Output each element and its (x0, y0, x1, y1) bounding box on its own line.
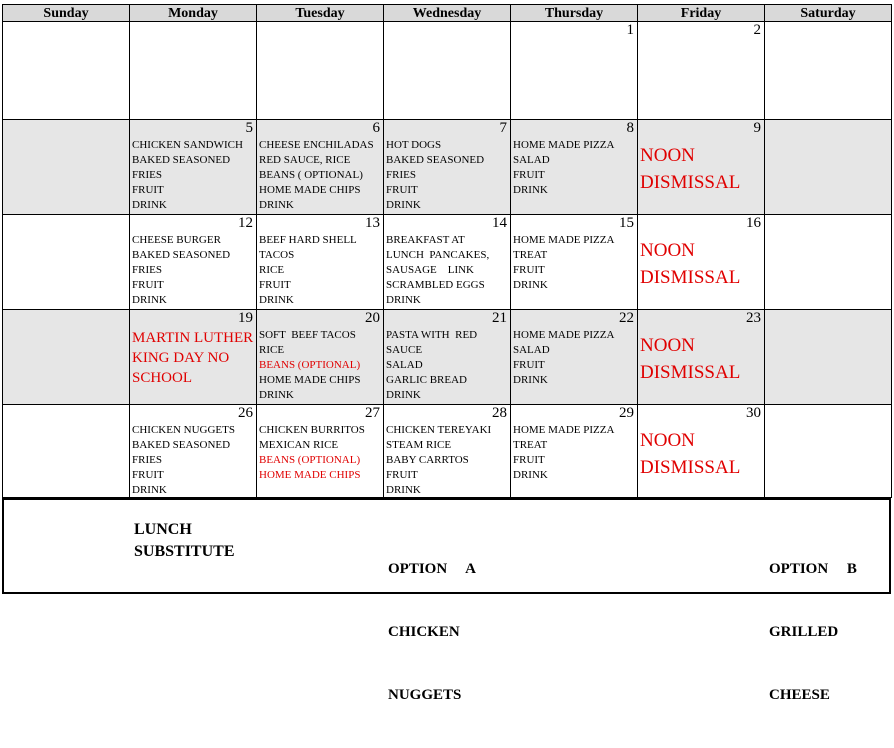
notice-line: DISMISSAL (640, 172, 741, 193)
noon-dismissal-notice (640, 142, 740, 196)
day-cell (764, 119, 892, 215)
menu-item: CHICKEN TEREYAKI (386, 424, 492, 436)
menu-items (132, 423, 256, 498)
day-header-friday: Friday (637, 4, 765, 22)
day-cell (129, 214, 257, 310)
day-number: 2 (753, 22, 761, 38)
menu-item: TREAT (513, 439, 548, 451)
menu-items (259, 138, 383, 213)
menu-item: DRINK (513, 184, 548, 196)
notice-line: DISMISSAL (640, 362, 741, 383)
menu-item: HOT DOGS (386, 139, 442, 151)
menu-item: CHICKEN SANDWICH (132, 139, 243, 151)
menu-item: DRINK (132, 294, 167, 306)
menu-item: DRINK (259, 294, 294, 306)
menu-item: CHEESE ENCHILADAS (259, 139, 374, 151)
day-cell (637, 119, 765, 215)
day-cell (510, 309, 638, 405)
day-cell (383, 119, 511, 215)
day-header-saturday: Saturday (764, 4, 892, 22)
menu-item: PASTA WITH RED (386, 329, 478, 341)
day-number: 9 (753, 120, 761, 136)
menu-item: HOME MADE PIZZA (513, 234, 615, 246)
menu-item: GARLIC BREAD (386, 374, 467, 386)
menu-item: FRIES (132, 454, 162, 466)
day-number: 22 (619, 310, 634, 326)
holiday-line: SCHOOL (132, 370, 193, 386)
day-header-tuesday: Tuesday (256, 4, 384, 22)
day-cell (637, 21, 765, 120)
menu-items (513, 423, 637, 483)
menu-item: DRINK (386, 294, 421, 306)
day-cell (129, 404, 257, 498)
menu-item: CHEESE BURGER (132, 234, 221, 246)
day-cell (510, 214, 638, 310)
option-b-line: GRILLED (769, 624, 839, 640)
menu-item: HOME MADE CHIPS (259, 184, 361, 196)
menu-item: FRUIT (513, 264, 545, 276)
day-number: 20 (365, 310, 380, 326)
notice-line: DISMISSAL (640, 267, 741, 288)
day-cell (383, 404, 511, 498)
menu-item: RED SAUCE, RICE (259, 154, 351, 166)
menu-items (132, 233, 256, 308)
day-cell (256, 309, 384, 405)
menu-item: BEANS (OPTIONAL) (259, 454, 361, 466)
menu-items (259, 233, 383, 308)
substitute-title-line: LUNCH (134, 521, 192, 538)
menu-items (513, 233, 637, 293)
day-header-thursday: Thursday (510, 4, 638, 22)
menu-item: SCRAMBLED EGGS (386, 279, 485, 291)
day-number: 16 (746, 215, 761, 231)
menu-items (513, 328, 637, 388)
menu-item: HOME MADE PIZZA (513, 139, 615, 151)
menu-item: STEAM RICE (386, 439, 452, 451)
menu-item: BEANS (OPTIONAL) (259, 359, 361, 371)
option-a-line: OPTION A (388, 561, 476, 577)
day-header-sunday: Sunday (2, 4, 130, 22)
menu-items (259, 423, 383, 483)
day-cell (383, 309, 511, 405)
day-cell (2, 119, 130, 215)
day-number: 19 (238, 310, 253, 326)
menu-item: FRUIT (132, 279, 164, 291)
holiday-line: MARTIN LUTHER (132, 330, 254, 346)
day-number: 6 (372, 120, 380, 136)
day-cell (256, 119, 384, 215)
menu-item: BAKED SEASONED (386, 154, 485, 166)
menu-item: DRINK (386, 199, 421, 211)
menu-items (259, 328, 383, 403)
noon-dismissal-notice (640, 237, 740, 291)
day-number: 5 (245, 120, 253, 136)
option-b-line: CHEESE (769, 687, 830, 703)
option-b (769, 517, 857, 748)
day-number: 26 (238, 405, 253, 421)
day-cell (383, 21, 511, 120)
menu-item: DRINK (513, 469, 548, 481)
menu-item: DRINK (259, 199, 294, 211)
menu-item: DRINK (132, 484, 167, 496)
notice-line: NOON (640, 145, 695, 166)
day-number: 23 (746, 310, 761, 326)
day-cell (2, 214, 130, 310)
notice-line: NOON (640, 430, 695, 451)
day-cell (383, 214, 511, 310)
day-cell (256, 21, 384, 120)
calendar-grid (2, 4, 891, 498)
noon-dismissal-notice (640, 332, 740, 386)
menu-item: BAKED SEASONED (132, 154, 231, 166)
day-number: 29 (619, 405, 634, 421)
menu-item: TACOS (259, 249, 295, 261)
notice-line: NOON (640, 335, 695, 356)
menu-items (386, 328, 510, 403)
substitute-title-line: SUBSTITUTE (134, 543, 235, 560)
day-cell (129, 119, 257, 215)
menu-item: BREAKFAST AT (386, 234, 465, 246)
day-cell (256, 214, 384, 310)
day-cell (256, 404, 384, 498)
menu-item: FRUIT (132, 184, 164, 196)
option-a-line: NUGGETS (388, 687, 462, 703)
menu-items (386, 138, 510, 213)
menu-item: FRUIT (513, 454, 545, 466)
menu-item: RICE (259, 344, 285, 356)
notice-line: NOON (640, 240, 695, 261)
menu-item: BEANS ( OPTIONAL) (259, 169, 363, 181)
menu-item: CHICKEN NUGGETS (132, 424, 235, 436)
lunch-substitute-box (2, 498, 891, 703)
day-cell (764, 404, 892, 498)
day-cell (510, 404, 638, 498)
menu-item: SALAD (513, 154, 550, 166)
day-number: 8 (626, 120, 634, 136)
day-number: 30 (746, 405, 761, 421)
menu-item: LUNCH PANCAKES, (386, 249, 490, 261)
menu-item: TREAT (513, 249, 548, 261)
menu-item: FRUIT (132, 469, 164, 481)
notice-line: DISMISSAL (640, 457, 741, 478)
day-cell (764, 21, 892, 120)
menu-item: MEXICAN RICE (259, 439, 339, 451)
menu-item: DRINK (513, 374, 548, 386)
day-cell (510, 21, 638, 120)
menu-item: SALAD (513, 344, 550, 356)
menu-item: FRUIT (513, 169, 545, 181)
menu-item: SAUCE (386, 344, 423, 356)
menu-item: FRIES (132, 264, 162, 276)
menu-item: FRUIT (386, 184, 418, 196)
menu-item: HOME MADE CHIPS (259, 469, 361, 481)
day-cell (637, 404, 765, 498)
menu-item: HOME MADE PIZZA (513, 424, 615, 436)
day-number: 1 (626, 22, 634, 38)
day-number: 21 (492, 310, 507, 326)
substitute-title (134, 519, 235, 563)
day-number: 7 (499, 120, 507, 136)
option-b-line: OPTION B (769, 561, 857, 577)
day-number: 12 (238, 215, 253, 231)
menu-items (513, 138, 637, 198)
menu-item: SALAD (386, 359, 423, 371)
day-cell (510, 119, 638, 215)
menu-items (132, 138, 256, 213)
menu-item: BAKED SEASONED (132, 249, 231, 261)
menu-item: HOME MADE CHIPS (259, 374, 361, 386)
day-cell (2, 404, 130, 498)
menu-item: DRINK (386, 389, 421, 401)
holiday-notice (132, 328, 253, 388)
menu-item: BAKED SEASONED (132, 439, 231, 451)
day-number: 13 (365, 215, 380, 231)
option-a-line: CHICKEN (388, 624, 460, 640)
menu-item: DRINK (132, 199, 167, 211)
menu-items (386, 423, 510, 498)
day-cell (129, 309, 257, 405)
day-cell (129, 21, 257, 120)
menu-item: BABY CARRTOS (386, 454, 469, 466)
day-number: 14 (492, 215, 507, 231)
day-number: 28 (492, 405, 507, 421)
option-a (388, 517, 476, 748)
day-cell (2, 309, 130, 405)
menu-item: FRUIT (386, 469, 418, 481)
day-number: 15 (619, 215, 634, 231)
day-header-monday: Monday (129, 4, 257, 22)
day-number: 27 (365, 405, 380, 421)
menu-items (386, 233, 510, 308)
holiday-line: KING DAY NO (132, 350, 230, 366)
menu-item: CHICKEN BURRITOS (259, 424, 365, 436)
day-cell (764, 214, 892, 310)
noon-dismissal-notice (640, 427, 740, 481)
day-header-wednesday: Wednesday (383, 4, 511, 22)
day-cell (637, 214, 765, 310)
menu-item: SAUSAGE LINK (386, 264, 474, 276)
menu-item: FRUIT (513, 359, 545, 371)
menu-item: DRINK (259, 389, 294, 401)
day-cell (2, 21, 130, 120)
menu-item: FRUIT (259, 279, 291, 291)
day-cell (764, 309, 892, 405)
menu-item: FRIES (132, 169, 162, 181)
menu-item: SOFT BEEF TACOS (259, 329, 356, 341)
menu-item: FRIES (386, 169, 416, 181)
day-cell (637, 309, 765, 405)
menu-item: DRINK (513, 279, 548, 291)
menu-item: RICE (259, 264, 285, 276)
menu-item: BEEF HARD SHELL (259, 234, 357, 246)
menu-item: HOME MADE PIZZA (513, 329, 615, 341)
menu-item: DRINK (386, 484, 421, 496)
